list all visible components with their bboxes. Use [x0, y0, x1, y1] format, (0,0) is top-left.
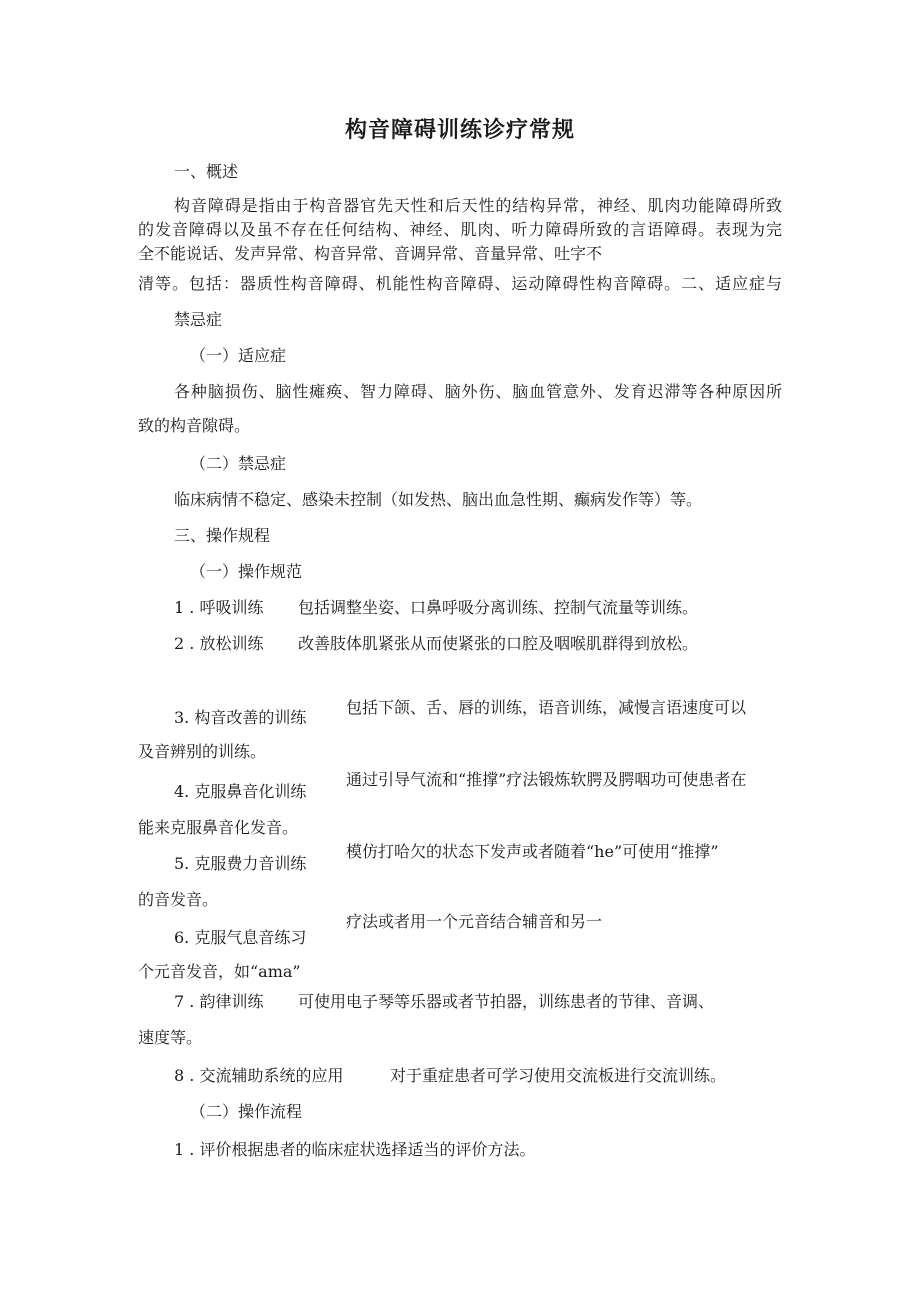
page-title: 构音障碍训练诊疗常规	[344, 117, 575, 143]
subsection-heading-flow: （二）操作流程	[190, 1102, 303, 1121]
section-heading-overview: 一、概述	[174, 162, 239, 181]
item-label: 2 . 放松训练	[174, 634, 264, 653]
item-label: 1 . 呼吸训练	[174, 598, 264, 617]
paragraph-line: 构音障碍是指由于构音器官先天性和后天性的结构异常，神经、肌肉功能障碍所致	[174, 196, 782, 215]
item-label: 4. 克服鼻音化训练	[174, 782, 307, 801]
section-heading-indications: （一）适应症	[190, 346, 287, 365]
subsection-heading-spec: （一）操作规范	[190, 562, 303, 581]
item-text: 可使用电子琴等乐器或者节拍器，训练患者的节律、音调、	[298, 992, 715, 1011]
section-heading-procedures: 三、操作规程	[174, 526, 271, 545]
paragraph-line: 禁忌症	[174, 310, 223, 329]
paragraph-line: 的发音障碍以及虽不存在任何结构、神经、肌肉、听力障碍所致的言语障碍。表现为完	[138, 220, 782, 239]
paragraph-line: 各种脑损伤、脑性瘫痪、智力障碍、脑外伤、脑血管意外、发育迟滞等各种原因所	[174, 382, 782, 401]
item-text: 疗法或者用一个元音结合辅音和另一	[346, 912, 603, 931]
item-continuation: 及音辨别的训练。	[138, 742, 267, 761]
paragraph-line: 致的构音隙碍。	[138, 416, 251, 435]
item-text: 模仿打哈欠的状态下发声或者随着“he”可使用“推撑”	[346, 842, 719, 861]
paragraph-line: 清等。包括：器质性构音障碍、机能性构音障碍、运动障碍性构音障碍。二、适应症与	[138, 274, 782, 293]
item-text: 改善肢体肌紧张从而使紧张的口腔及咽喉肌群得到放松。	[298, 634, 699, 653]
item-label: 7 . 韵律训练	[174, 992, 264, 1011]
paragraph-line: 临床病情不稳定、感染未控制（如发热、脑出血急性期、癫病发作等）等。	[174, 490, 703, 509]
item-text: 包括调整坐姿、口鼻呼吸分离训练、控制气流量等训练。	[298, 598, 699, 617]
item-continuation: 的音发音。	[138, 890, 219, 909]
item-continuation: 速度等。	[138, 1028, 203, 1047]
section-heading-contraindications: （二）禁忌症	[190, 454, 287, 473]
item-text: 对于重症患者可学习使用交流板进行交流训练。	[390, 1066, 727, 1085]
item-label: 8 . 交流辅助系统的应用	[174, 1066, 344, 1085]
item-label: 5. 克服费力音训练	[174, 854, 307, 873]
item-text: 包括下颌、舌、唇的训练，语音训练，减慢言语速度可以	[346, 698, 747, 717]
item-text: 通过引导气流和“推撑”疗法锻炼软腭及腭咽功可使患者在	[346, 770, 747, 789]
item-continuation: 能来克服鼻音化发音。	[138, 818, 299, 837]
item-label: 3. 构音改善的训练	[174, 708, 307, 727]
item-label: 6. 克服气息音练习	[174, 928, 307, 947]
flow-item: 1 . 评价根据患者的临床症状选择适当的评价方法。	[174, 1140, 536, 1159]
paragraph-line: 全不能说话、发声异常、构音异常、音调异常、音量异常、吐字不	[138, 244, 603, 263]
item-continuation: 个元音发音，如“ama”	[138, 962, 301, 981]
